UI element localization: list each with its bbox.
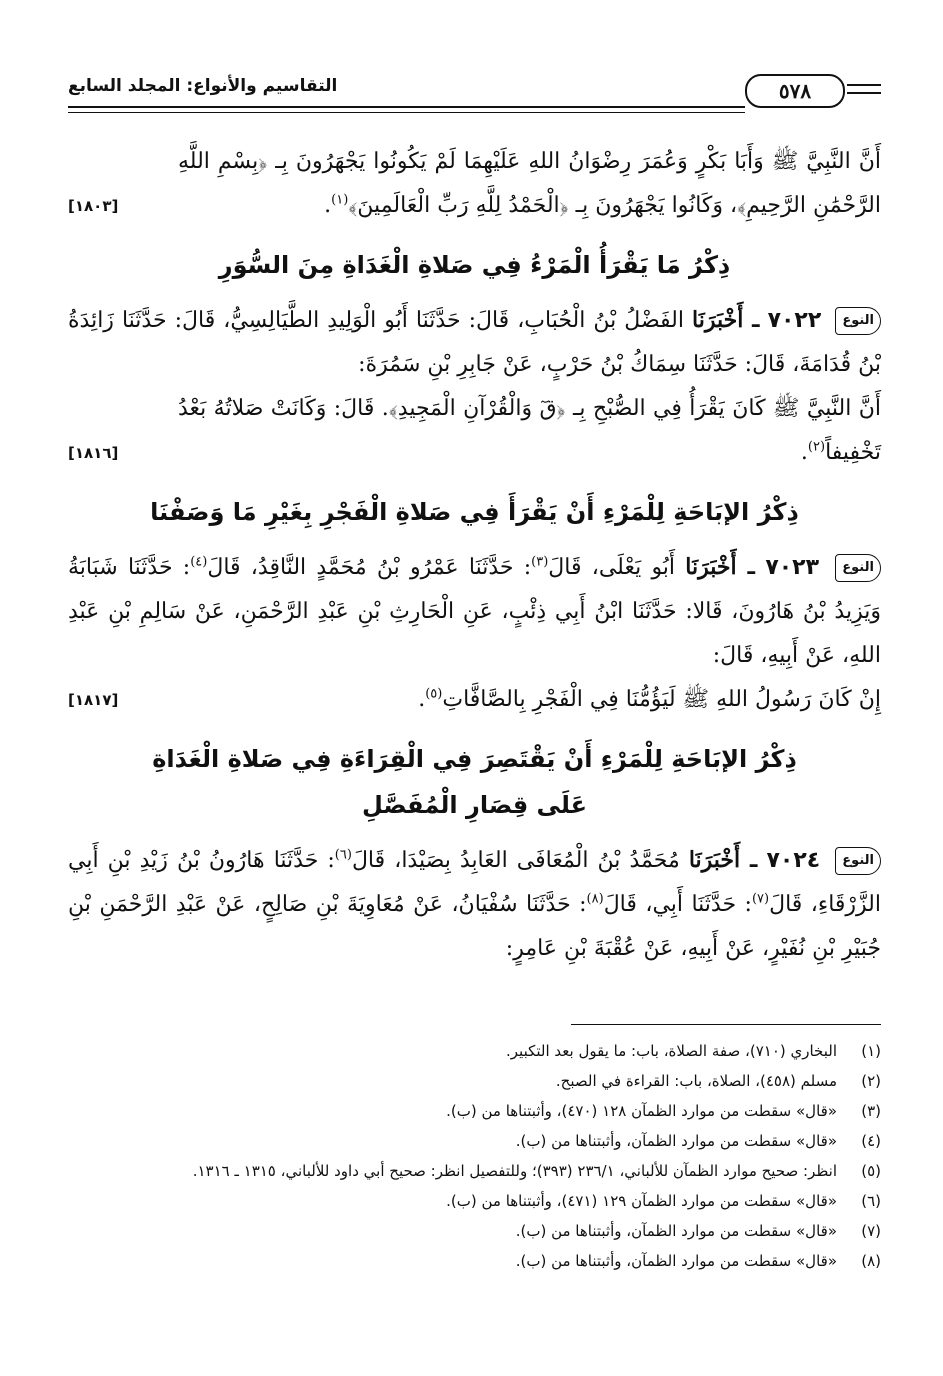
- page-header: [68, 74, 881, 114]
- footnote-marker: (٣): [531, 554, 549, 570]
- isnad-text: : حَدَّثَنَا هَارُونُ بْنُ زَيْدِ بْنِ أَبِي الزَّرْقَاءِ، قَالَ: [68, 848, 881, 917]
- heading-line: ذِكْرُ الإبَاحَةِ لِلْمَرْءِ أَنْ يَقْتَصِرَ فِي الْقِرَاءَةِ فِي صَلاةِ الْغَدَاةِ: [152, 745, 797, 773]
- section-heading-3: [68, 736, 881, 828]
- hadith-7022: النوع ٧٠٢٢ ـ أَخْبَرَنَا الفَضْلُ بْنُ الْحُبَابِ، قَالَ: حَدَّثَنَا أَبُو الْوَلِيدِ الطَّيَالِسِيُّ، قَالَ: حَدَّثَنَا زَائِدَةُ بْنُ قُدَامَةَ، قَالَ: حَدَّثَنَا سِمَاكُ بْنُ حَرْبٍ، عَنْ جَابِرِ بْنِ سَمُرَةَ:: [68, 307, 881, 377]
- footnote-5: [68, 1156, 881, 1186]
- sentence-end: .: [324, 193, 332, 218]
- footnote-number: (٧): [861, 1222, 881, 1240]
- footnote-8: [68, 1246, 881, 1276]
- paragraph-text: [68, 140, 881, 228]
- footnote-2: [68, 1066, 881, 1096]
- footnote-number: (٨): [861, 1252, 881, 1270]
- akhbarana-word: أَخْبَرَنَا: [685, 554, 737, 580]
- hadith-reference: [١٨١٧]: [68, 691, 119, 709]
- footnote-marker: (٧): [751, 891, 770, 907]
- footnote-text: «قال» سقطت من موارد الظمآن، وأثبتناها من (ب).: [515, 1132, 837, 1150]
- sentence-end: .: [418, 687, 426, 712]
- hadith-number: ٧٠٢٤: [766, 848, 821, 873]
- isnad-text: : حَدَّثَنَا سُفْيَانُ، عَنْ مُعَاوِيَةَ بْنِ صَالِحٍ، عَنْ عَبْدِ الرَّحْمَنِ بْنِ جُبَيْرِ بْنِ نُفَيْرٍ، عَنْ أَبِيهِ، عَنْ عُقْبَةَ بْنِ عَامِرٍ:: [68, 892, 881, 961]
- footnote-6: [68, 1186, 881, 1216]
- footnote-4: [68, 1126, 881, 1156]
- footnote-number: (١): [861, 1042, 881, 1060]
- paragraph-1803: [68, 140, 881, 228]
- akhbarana-word: أَخْبَرَنَا: [688, 847, 741, 873]
- footnote-marker: (٥): [425, 686, 443, 702]
- footnote-1: [68, 1036, 881, 1066]
- hadith-type-badge: النوع: [835, 554, 881, 582]
- hadith-type-badge: النوع: [835, 307, 881, 335]
- footnote-text: البخاري (٧١٠)، صفة الصلاة، باب: ما يقول بعد التكبير.: [506, 1042, 837, 1060]
- isnad-text: أَبُو يَعْلَى، قَالَ: [548, 555, 676, 580]
- page-number: [745, 74, 845, 108]
- footnote-3: [68, 1096, 881, 1126]
- hadith-7023: النوع ٧٠٢٣ ـ أَخْبَرَنَا أَبُو يَعْلَى، قَالَ$^{(٣)}$: حَدَّثَنَا عَمْرُو بْنُ مُحَمَّدٍ النَّاقِدُ، قَالَ$^{(٤)}$: حَدَّثَنَا شَبَابَةُ وَيَزِيدُ بْنُ هَارُونَ، قَالا: حَدَّثَنَا ابْنُ أَبِي ذِئْبٍ، عَنِ الْحَارِثِ بْنِ عَبْدِ الرَّحْمَنِ، عَنْ سَالِمِ بْنِ عَبْدِ اللهِ، عَنْ أَبِيهِ، قَالَ:: [68, 554, 881, 668]
- footnote-number: (٢): [861, 1072, 881, 1090]
- header-rule-left: [68, 106, 745, 113]
- footnote-text: مسلم (٤٥٨)، الصلاة، باب: القراءة في الصبح.: [555, 1072, 837, 1090]
- footnote-marker: (١): [331, 192, 349, 208]
- footnote-marker: (٨): [586, 891, 604, 907]
- isnad-text: مُحَمَّدُ بْنُ الْمُعَافَى العَابِدُ بِصَيْدَا، قَالَ: [351, 848, 680, 873]
- footnote-text: «قال» سقطت من موارد الظمآن ١٢٨ (٤٧٠)، وأثبتناها من (ب).: [446, 1102, 837, 1120]
- footnote-7: [68, 1216, 881, 1246]
- header-rule-right: [847, 84, 881, 94]
- footnote-separator: [571, 1024, 881, 1025]
- hadith-reference: [١٨٠٣]: [68, 197, 119, 215]
- footnote-number: (٦): [861, 1192, 881, 1210]
- isnad-text: : حَدَّثَنَا عَمْرُو بْنُ مُحَمَّدٍ النَّاقِدُ، قَالَ: [207, 555, 532, 580]
- footnote-marker: (٢): [807, 439, 826, 455]
- hadith-type-badge: النوع: [835, 847, 881, 875]
- hadith-7022-matn: [68, 387, 881, 475]
- footnote-text: «قال» سقطت من موارد الظمآن، وأثبتناها من (ب).: [515, 1222, 837, 1240]
- hadith-7023-matn: [68, 678, 881, 722]
- section-heading-1: ذِكْرُ مَا يَقْرَأُ الْمَرْءُ فِي صَلاةِ الْغَدَاةِ مِنَ السُّوَرِ: [218, 251, 731, 279]
- isnad-text: : حَدَّثَنَا شَبَابَةُ وَيَزِيدُ بْنُ هَارُونَ، قَالا: حَدَّثَنَا ابْنُ أَبِي ذِئْبٍ، عَنِ الْحَارِثِ بْنِ عَبْدِ الرَّحْمَنِ، عَنْ سَالِمِ بْنِ عَبْدِ اللهِ، عَنْ أَبِيهِ، قَالَ:: [68, 555, 881, 668]
- hadith-reference: [١٨١٦]: [68, 444, 119, 462]
- page-number-text: ٥٧٨: [778, 79, 812, 103]
- footnote-text: «قال» سقطت من موارد الظمآن، وأثبتناها من (ب).: [515, 1252, 837, 1270]
- section-heading-2: ذِكْرُ الإبَاحَةِ لِلْمَرْءِ أَنْ يَقْرَأَ فِي صَلاةِ الْفَجْرِ بِغَيْرِ مَا وَصَفْنَا: [150, 498, 799, 526]
- footnotes: [68, 1036, 881, 1276]
- footnote-marker: (٦): [334, 847, 352, 863]
- matn-text: أَنَّ النَّبِيَّ ﷺ وَأَبَا بَكْرٍ وَعُمَرَ رِضْوَانُ اللهِ عَلَيْهِمَا لَمْ يَكُونُوا يَجْهَرُونَ بِـ ﴿بِسْمِ اللَّهِ الرَّحْمَٰنِ الرَّحِيمِ﴾، وَكَانُوا يَجْهَرُونَ بِـ ﴿الْحَمْدُ لِلَّهِ رَبِّ الْعَالَمِينَ﴾: [178, 149, 881, 218]
- matn-text: أَنَّ النَّبِيَّ ﷺ كَانَ يَقْرَأُ فِي الصُّبْحِ بِـ ﴿قٓ وَالْقُرْآنِ الْمَجِيدِ﴾. قَالَ: وَكَانَتْ صَلاتُهُ بَعْدُ تَخْفِيفاً: [178, 396, 881, 465]
- matn-text: إِنْ كَانَ رَسُولُ اللهِ ﷺ لَيَؤُمُّنَا فِي الْفَجْرِ بِالصَّافَّاتِ: [442, 687, 881, 712]
- footnote-number: (٣): [861, 1102, 881, 1120]
- paragraph-text: [68, 387, 881, 475]
- hadith-number: ٧٠٢٣: [765, 555, 820, 580]
- book-page: [68, 0, 881, 1376]
- paragraph-text: [68, 678, 881, 722]
- isnad-text: : حَدَّثَنَا أَبِي، قَالَ: [603, 892, 752, 917]
- footnote-text: انظر: صحيح موارد الظمآن للألباني، ٢٣٦/١ (٣٩٣)؛ وللتفصيل انظر: صحيح أبي داود للألباني، ١٣١٥ ـ ١٣١٦.: [192, 1162, 837, 1180]
- isnad-text: الفَضْلُ بْنُ الْحُبَابِ، قَالَ: حَدَّثَنَا أَبُو الْوَلِيدِ الطَّيَالِسِيُّ، قَالَ: حَدَّثَنَا زَائِدَةُ بْنُ قُدَامَةَ، قَالَ: حَدَّثَنَا سِمَاكُ بْنُ حَرْبٍ، عَنْ جَابِرِ بْنِ سَمُرَةَ:: [68, 308, 881, 377]
- hadith-7024: النوع ٧٠٢٤ ـ أَخْبَرَنَا مُحَمَّدُ بْنُ الْمُعَافَى العَابِدُ بِصَيْدَا، قَالَ$^{(٦)}$: حَدَّثَنَا هَارُونُ بْنُ زَيْدِ بْنِ أَبِي الزَّرْقَاءِ، قَالَ$^{(٧)}$: حَدَّثَنَا أَبِي، قَالَ$^{(٨)}$: حَدَّثَنَا سُفْيَانُ، عَنْ مُعَاوِيَةَ بْنِ صَالِحٍ، عَنْ عَبْدِ الرَّحْمَنِ بْنِ جُبَيْرِ بْنِ نُفَيْرٍ، عَنْ أَبِيهِ، عَنْ عُقْبَةَ بْنِ عَامِرٍ:: [68, 847, 881, 961]
- footnote-number: (٤): [861, 1132, 881, 1150]
- footnote-number: (٥): [861, 1162, 881, 1180]
- main-text: [68, 140, 881, 971]
- sentence-end: .: [800, 440, 808, 465]
- hadith-number: ٧٠٢٢: [767, 308, 822, 333]
- heading-line: عَلَى قِصَارِ الْمُفَصَّلِ: [361, 791, 588, 819]
- akhbarana-word: أَخْبَرَنَا: [692, 307, 744, 333]
- footnote-marker: (٤): [190, 554, 208, 570]
- footnote-text: «قال» سقطت من موارد الظمآن ١٢٩ (٤٧١)، وأثبتناها من (ب).: [446, 1192, 837, 1210]
- running-title: التقاسيم والأنواع: المجلد السابع: [68, 76, 338, 96]
